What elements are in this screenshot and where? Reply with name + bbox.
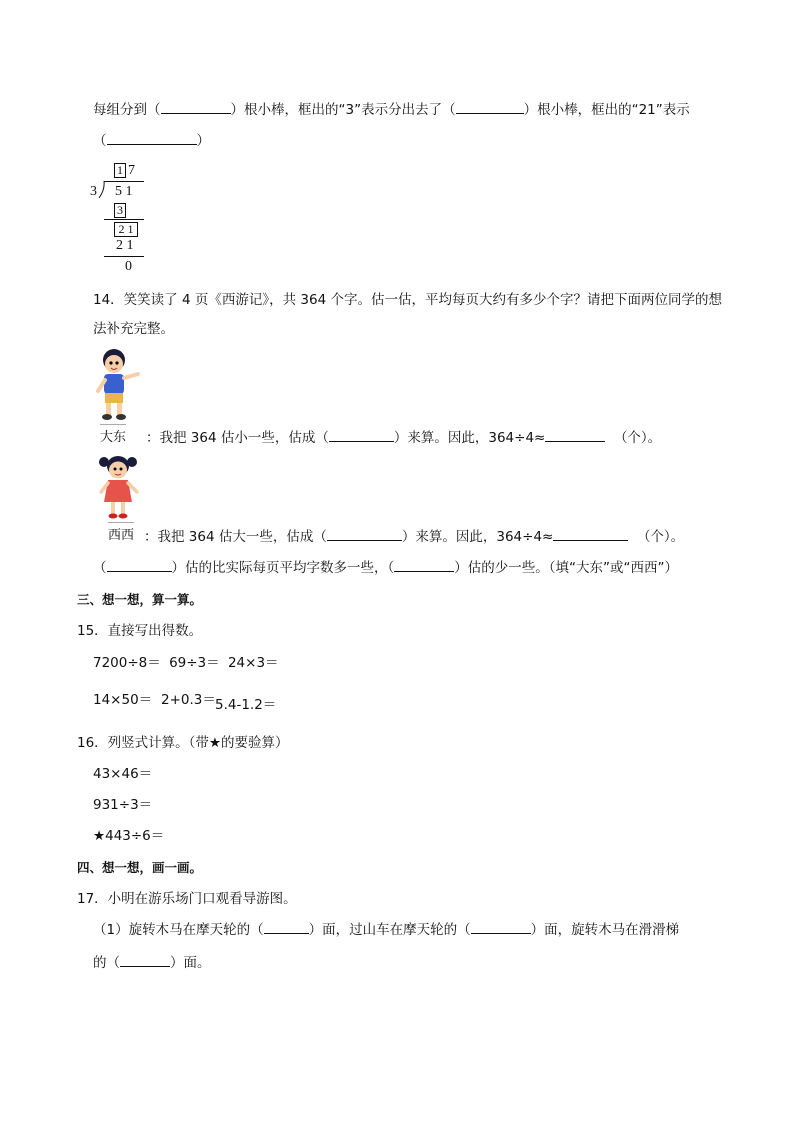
q17-sub1-line1: （1）旋转木马在摩天轮的（ ）面，过山车在摩天轮的（ ）面，旋转木马在滑滑梯 bbox=[93, 922, 680, 938]
step2-box: 2 1 bbox=[114, 222, 138, 237]
step1-rule bbox=[104, 219, 144, 220]
answer-blank[interactable] bbox=[394, 559, 454, 572]
q15-row1: 7200÷8＝ 69÷3＝ 24×3＝ bbox=[93, 655, 279, 671]
q15-title: 15．直接写出得数。 bbox=[77, 623, 203, 639]
answer-blank[interactable] bbox=[107, 132, 197, 145]
q15-row2-b: 2+0.3＝ bbox=[161, 692, 216, 708]
q16-item: ★443÷6＝ bbox=[93, 828, 165, 844]
q15-row2-c: 5.4-1.2＝ bbox=[215, 697, 277, 713]
quotient: 1 7 bbox=[114, 163, 135, 179]
step1-box: 3 bbox=[114, 203, 126, 218]
division-bracket bbox=[98, 181, 106, 199]
answer-blank[interactable] bbox=[471, 921, 531, 934]
step3-rule bbox=[104, 256, 144, 257]
q17-title: 17．小明在游乐场门口观看导游图。 bbox=[77, 891, 297, 907]
char1-name: 大东 bbox=[100, 424, 126, 445]
section3-heading: 三、想一想，算一算。 bbox=[77, 592, 203, 607]
q14-line2: 法补充完整。 bbox=[93, 321, 174, 337]
answer-blank[interactable] bbox=[120, 954, 170, 967]
quotient-box: 1 bbox=[114, 163, 126, 178]
q14-compare-line: （ ）估的比实际每页平均字数多一些，（ ）估的少一些。（填“大东”或“西西”） bbox=[93, 560, 678, 576]
q13-line2: （ ） bbox=[93, 133, 210, 149]
boy-illustration bbox=[92, 346, 146, 422]
q17-sub1-line2: 的（ ）面。 bbox=[93, 955, 211, 971]
q15-row2-a: 14×50＝ bbox=[93, 692, 153, 708]
q16-title: 16．列竖式计算。（带★的要验算） bbox=[77, 735, 289, 751]
q14-char1-line: ：我把 364 估小一些，估成（ ）来算。因此，364÷4≈ （个）。 bbox=[146, 430, 662, 446]
answer-blank[interactable] bbox=[553, 528, 628, 541]
answer-blank[interactable] bbox=[264, 921, 309, 934]
q14-char2-line: ：我把 364 估大一些，估成（ ）来算。因此，364÷4≈ （个）。 bbox=[144, 529, 685, 545]
step1 bbox=[114, 203, 126, 219]
q13-line1: 每组分到（ ）根小棒，框出的“3”表示分出去了（ ）根小棒，框出的“21”表示 bbox=[93, 102, 690, 118]
divisor: 3 bbox=[90, 184, 97, 199]
answer-blank[interactable] bbox=[329, 429, 394, 442]
dividend: 5 1 bbox=[115, 184, 133, 199]
step2 bbox=[114, 222, 138, 238]
q16-item: 931÷3＝ bbox=[93, 797, 153, 813]
answer-blank[interactable] bbox=[107, 559, 172, 572]
section4-heading: 四、想一想，画一画。 bbox=[77, 860, 203, 875]
char2-name: 西西 bbox=[108, 522, 134, 543]
answer-blank[interactable] bbox=[456, 101, 524, 114]
division-bar bbox=[104, 181, 144, 182]
answer-blank[interactable] bbox=[327, 528, 402, 541]
step3: 2 1 bbox=[116, 238, 134, 253]
answer-blank[interactable] bbox=[161, 101, 231, 114]
q16-item: 43×46＝ bbox=[93, 766, 153, 782]
q14-line1: 14．笑笑读了 4 页《西游记》，共 364 个字。估一估，平均每页大约有多少个字？请把下面两位同学的想 bbox=[93, 292, 722, 308]
answer-blank[interactable] bbox=[545, 429, 605, 442]
girl-illustration bbox=[94, 452, 144, 522]
remainder: 0 bbox=[125, 259, 132, 274]
